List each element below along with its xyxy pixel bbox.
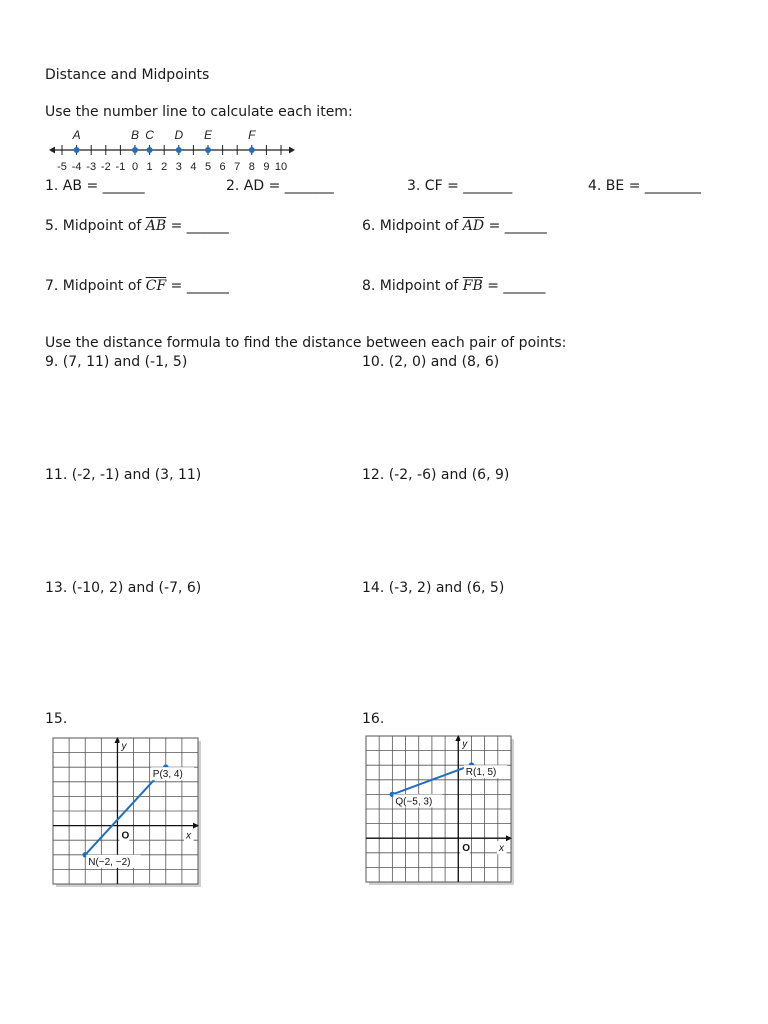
number-line-point-label: B <box>130 128 140 142</box>
number-line-point <box>205 147 211 153</box>
number-line-tick-label: 5 <box>204 161 212 173</box>
y-axis-label: y <box>121 741 127 752</box>
question-2: 2. AD = _______ <box>226 178 334 194</box>
question-10: 10. (2, 0) and (8, 6) <box>362 354 500 370</box>
question-11: 11. (-2, -1) and (3, 11) <box>45 467 202 483</box>
number-line-tick-label: -5 <box>57 161 67 173</box>
number-line <box>45 124 305 176</box>
question-12: 12. (-2, -6) and (6, 9) <box>362 467 510 483</box>
page-title: Distance and Midpoints <box>45 67 210 83</box>
question-6-suffix: = ______ <box>488 218 547 234</box>
origin-label: O <box>462 843 471 855</box>
number-line-tick-label: 7 <box>234 161 241 173</box>
question-7-prefix: 7. Midpoint of <box>45 278 142 294</box>
number-line-point <box>176 147 182 153</box>
number-line-tick-label: 1 <box>146 161 153 173</box>
number-line-tick-label: 0 <box>131 161 139 173</box>
number-line-tick-label: -4 <box>71 161 82 173</box>
question-7-segment: $\overline{CF}$ <box>145 278 167 294</box>
question-8-segment: $\overline{FB}$ <box>462 278 483 294</box>
number-line-point-label: C <box>145 128 154 142</box>
number-line-tick-label: 3 <box>175 161 182 173</box>
number-line-tick-label: 6 <box>219 161 226 173</box>
question-8-prefix: 8. Midpoint of <box>362 278 459 294</box>
y-axis-label: y <box>462 739 468 750</box>
number-line-right-arrow-icon <box>289 147 295 154</box>
question-5-segment: $\overline{AB}$ <box>145 218 167 234</box>
number-line-point <box>249 147 255 153</box>
question-6 <box>362 218 547 234</box>
number-line-tick-label: 8 <box>248 161 255 173</box>
number-line-tick-label: 2 <box>161 161 168 173</box>
number-line-tick-label: -2 <box>100 161 111 173</box>
graph-point-label: Q(−5, 3) <box>395 796 433 808</box>
number-line-left-arrow-icon <box>49 147 55 154</box>
number-line-tick-label: 10 <box>274 161 288 173</box>
number-line-point-label: E <box>203 128 213 142</box>
question-8-suffix: = ______ <box>487 278 546 294</box>
instructions-distance-formula: Use the distance formula to find the distance between each pair of points: <box>45 335 567 351</box>
number-line-tick-label: 4 <box>190 161 197 173</box>
number-line-tick-label: -1 <box>115 161 126 173</box>
question-6-prefix: 6. Midpoint of <box>362 218 459 234</box>
number-line-point-label: F <box>248 128 256 142</box>
question-5-prefix: 5. Midpoint of <box>45 218 142 234</box>
instructions-number-line: Use the number line to calculate each item: <box>45 104 353 120</box>
graph-15 <box>50 735 205 891</box>
x-axis-label: x <box>499 843 504 855</box>
question-7 <box>45 278 229 294</box>
number-line-point-label: D <box>174 128 184 142</box>
origin-label: O <box>121 830 130 842</box>
question-7-suffix: = ______ <box>170 278 229 294</box>
question-14: 14. (-3, 2) and (6, 5) <box>362 580 505 596</box>
question-5 <box>45 218 229 234</box>
graph-16 <box>363 733 518 889</box>
number-line-tick-label: 9 <box>263 161 270 173</box>
question-5-suffix: = ______ <box>170 218 229 234</box>
graph-point-label: R(1, 5) <box>465 767 497 779</box>
question-3: 3. CF = _______ <box>407 178 513 194</box>
question-15: 15. <box>45 711 68 727</box>
graph-point-label: P(3, 4) <box>152 769 183 781</box>
x-axis-label: x <box>186 830 191 842</box>
question-9: 9. (7, 11) and (-1, 5) <box>45 354 188 370</box>
number-line-point <box>74 147 80 153</box>
number-line-tick-label: -3 <box>86 161 97 173</box>
question-4: 4. BE = ________ <box>588 178 701 194</box>
number-line-point <box>147 147 153 153</box>
question-8 <box>362 278 545 294</box>
number-line-point-label: A <box>72 128 81 142</box>
question-13: 13. (-10, 2) and (-7, 6) <box>45 580 202 596</box>
graph-point-label: N(−2, −2) <box>88 856 131 868</box>
question-16: 16. <box>362 711 385 727</box>
question-1: 1. AB = ______ <box>45 178 145 194</box>
question-6-segment: $\overline{AD}$ <box>462 218 485 234</box>
number-line-point <box>132 147 138 153</box>
